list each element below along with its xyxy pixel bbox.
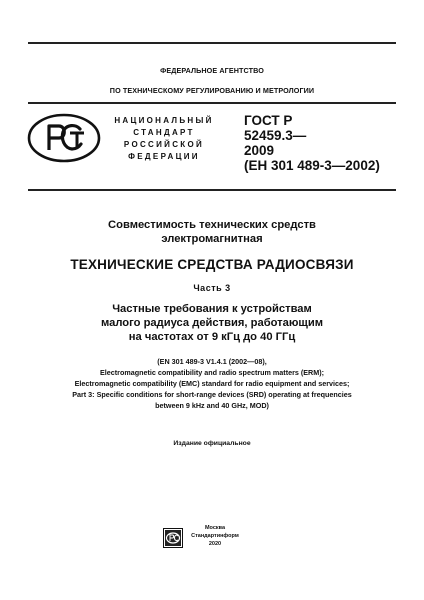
- main-title: ТЕХНИЧЕСКИЕ СРЕДСТВА РАДИОСВЯЗИ: [70, 257, 354, 272]
- national-standard-line1: НАЦИОНАЛЬНЫЙ: [114, 116, 214, 125]
- en-reference-line5: between 9 kHz and 40 GHz, MOD): [155, 401, 269, 410]
- national-standard-line4: ФЕДЕРАЦИИ: [128, 152, 200, 161]
- publisher-year: 2020: [208, 541, 222, 547]
- title-line2: электромагнитная: [161, 233, 263, 245]
- en-reference-line1: (EN 301 489-3 V1.4.1 (2002—08),: [157, 357, 267, 366]
- subtitle-line2: малого радиуса действия, работающим: [100, 317, 324, 329]
- title-line1: Совместимость технических средств: [108, 219, 316, 231]
- top-rule: [28, 42, 396, 44]
- agency-name-line2: ПО ТЕХНИЧЕСКОМУ РЕГУЛИРОВАНИЮ И МЕТРОЛОГИИ: [109, 86, 315, 95]
- publisher-name: Стандартинформ: [191, 533, 239, 539]
- national-standard-line2: СТАНДАРТ: [133, 128, 195, 137]
- publisher-city: Москва: [204, 525, 226, 531]
- national-standard-line3: РОССИЙСКОЙ: [123, 140, 205, 149]
- gost-number-line4: (ЕН 301 489-3—2002): [244, 158, 380, 173]
- edition-label: Издание официальное: [173, 440, 251, 447]
- gost-number-line3: 2009: [244, 143, 275, 158]
- gost-number-line2: 52459.3—: [244, 128, 307, 143]
- gost-number-line1: ГОСТ Р: [244, 113, 293, 128]
- agency-name-line1: ФЕДЕРАЛЬНОЕ АГЕНТСТВО: [160, 66, 264, 75]
- rule-above-standard-block: [28, 102, 396, 104]
- rule-below-standard-block: [28, 189, 396, 191]
- en-reference-line3: Electromagnetic compatibility (EMC) standard for radio equipment and services;: [74, 379, 350, 388]
- gost-r-logo-icon: [26, 112, 102, 164]
- standartinform-logo-icon: [163, 528, 183, 548]
- subtitle-line3: на частотах от 9 кГц до 40 ГГц: [128, 331, 296, 343]
- en-reference-line2: Electromagnetic compatibility and radio spectrum matters (ERM);: [99, 368, 325, 377]
- subtitle-line1: Частные требования к устройствам: [112, 303, 312, 315]
- en-reference-line4: Part 3: Specific conditions for short-range devices (SRD) operating at frequencies: [72, 390, 352, 399]
- part-label: Часть 3: [193, 283, 231, 293]
